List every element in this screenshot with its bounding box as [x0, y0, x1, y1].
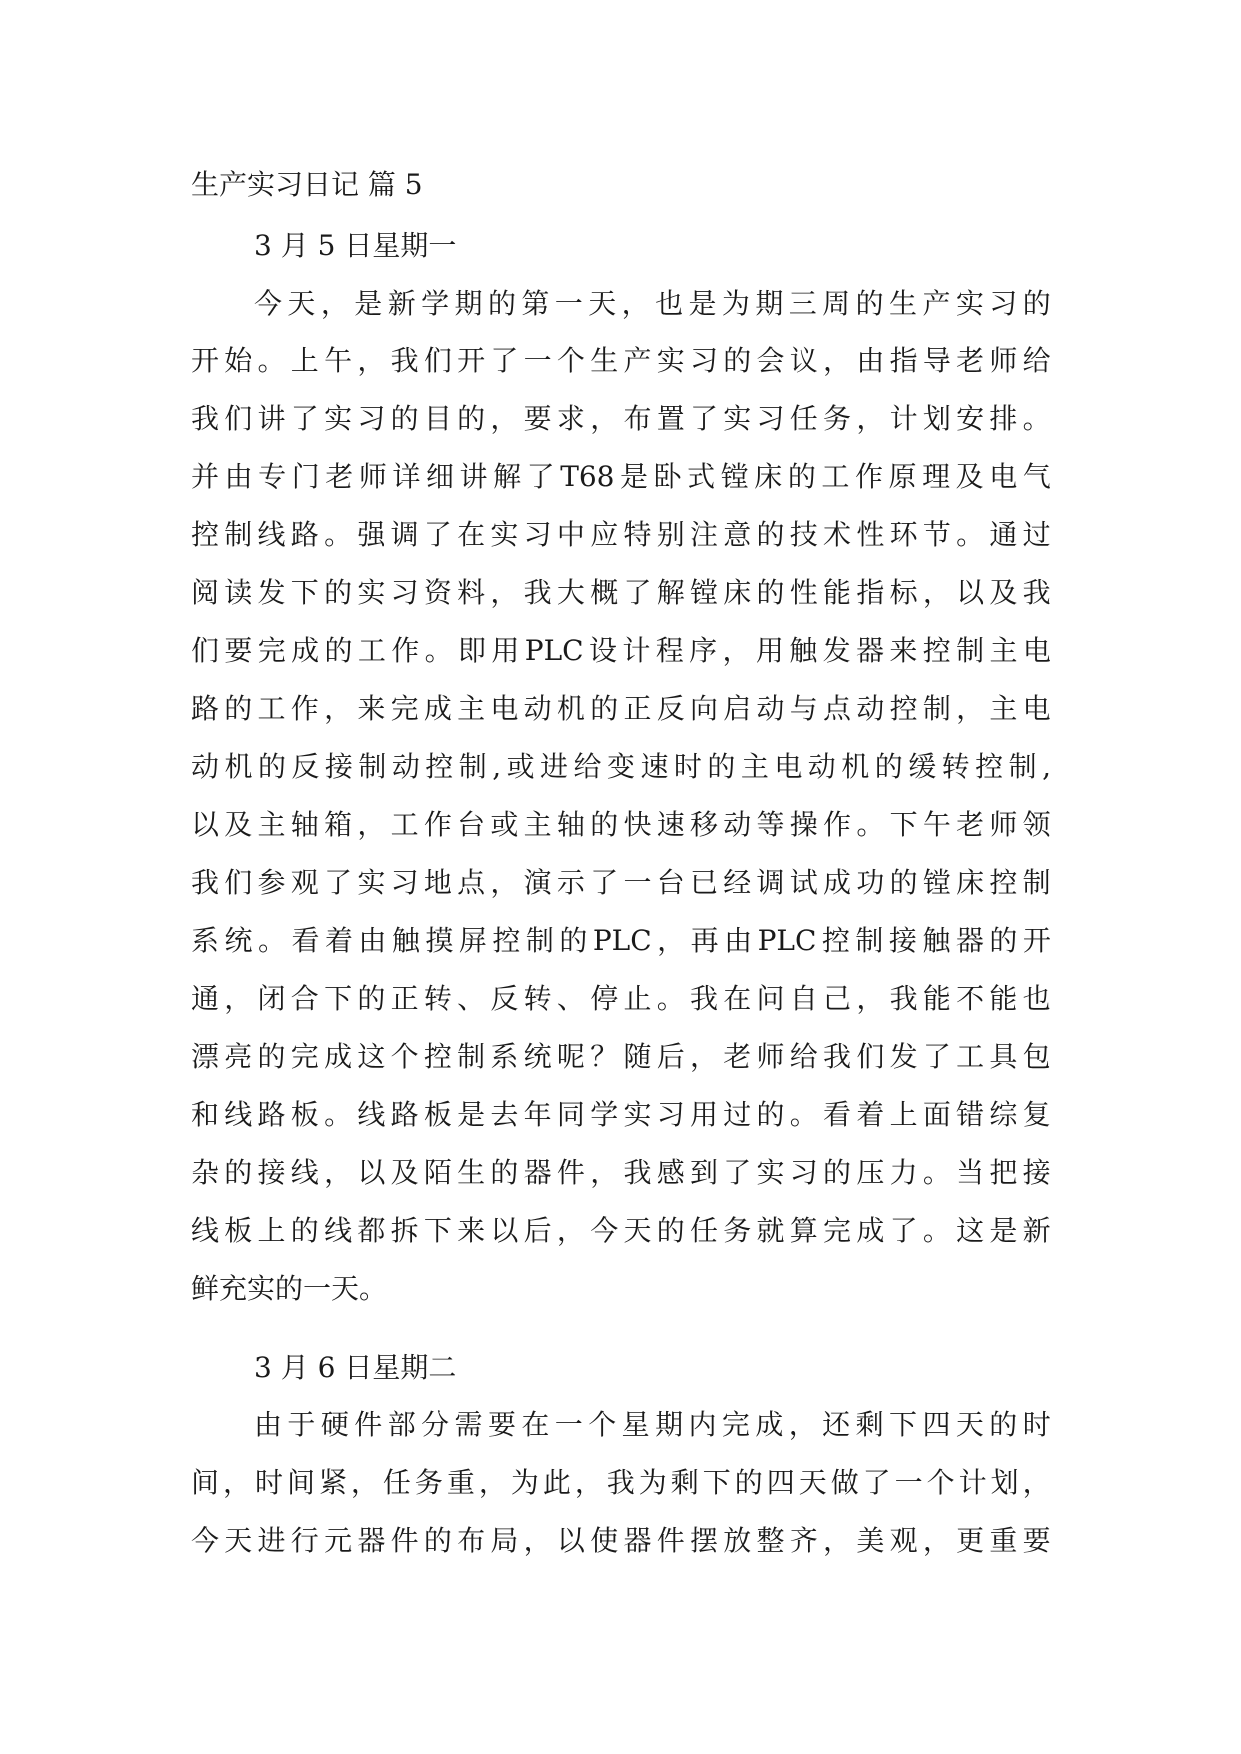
paragraph-line: 通 ， 闭 合 下 的 正 转 、 反 转 、 停 止 。 我 在 问 自 己 ， 我 能 不 能 也 — [191, 982, 1051, 1015]
document-title: 生产实习日记 篇 5 — [191, 168, 423, 201]
paragraph-line: 和 线 路 板 。 线 路 板 是 去 年 同 学 实 习 用 过 的 。 看 着 上 面 错 综 复 — [191, 1098, 1051, 1131]
paragraph-line: 阅 读 发 下 的 实 习 资 料 ， 我 大 概 了 解 镗 床 的 性 能 指 标 ， 以 及 我 — [191, 576, 1051, 609]
paragraph-line: 由 于 硬 件 部 分 需 要 在 一 个 星 期 内 完 成 ， 还 剩 下 四 天 的 时 — [254, 1408, 1051, 1441]
entry-date: 3 月 5 日星期一 — [254, 229, 457, 262]
paragraph-line: 漂 亮 的 完 成 这 个 控 制 系 统 呢 ？ 随 后 ， 老 师 给 我 们 发 了 工 具 包 — [191, 1040, 1051, 1073]
paragraph-line: 开 始 。 上 午 ， 我 们 开 了 一 个 生 产 实 习 的 会 议 ， 由 指 导 老 师 给 — [191, 344, 1051, 377]
paragraph-line: 线 板 上 的 线 都 拆 下 来 以 后 ， 今 天 的 任 务 就 算 完 成 了 。 这 是 新 — [191, 1214, 1051, 1247]
paragraph-line: 系 统 。 看 着 由 触 摸 屏 控 制 的 PLC ， 再 由 PLC 控 制 接 触 器 的 开 — [191, 924, 1051, 957]
paragraph-line: 动 机 的 反 接 制 动 控 制 , 或 进 给 变 速 时 的 主 电 动 机 的 缓 转 控 制 , — [191, 750, 1051, 783]
paragraph-line: 以 及 主 轴 箱 ， 工 作 台 或 主 轴 的 快 速 移 动 等 操 作 。 下 午 老 师 领 — [191, 808, 1051, 841]
entry-date: 3 月 6 日星期二 — [254, 1351, 457, 1384]
paragraph-line: 我 们 讲 了 实 习 的 目 的 ， 要 求 ， 布 置 了 实 习 任 务 ， 计 划 安 排 。 — [191, 402, 1051, 435]
paragraph-line: 我 们 参 观 了 实 习 地 点 ， 演 示 了 一 台 已 经 调 试 成 功 的 镗 床 控 制 — [191, 866, 1051, 899]
paragraph-line: 并 由 专 门 老 师 详 细 讲 解 了 T68 是 卧 式 镗 床 的 工 作 原 理 及 电 气 — [191, 460, 1051, 493]
paragraph-line: 间 ， 时 间 紧 ， 任 务 重 ， 为 此 ， 我 为 剩 下 的 四 天 做 了 一 个 计 划 ， — [191, 1466, 1051, 1499]
paragraph-line: 控 制 线 路 。 强 调 了 在 实 习 中 应 特 别 注 意 的 技 术 性 环 节 。 通 过 — [191, 518, 1051, 551]
paragraph-line: 们 要 完 成 的 工 作 。 即 用 PLC 设 计 程 序 ， 用 触 发 器 来 控 制 主 电 — [191, 634, 1051, 667]
paragraph-line: 今 天 进 行 元 器 件 的 布 局 ， 以 使 器 件 摆 放 整 齐 ， 美 观 ， 更 重 要 — [191, 1524, 1051, 1557]
paragraph-line: 杂 的 接 线 ， 以 及 陌 生 的 器 件 ， 我 感 到 了 实 习 的 压 力 。 当 把 接 — [191, 1156, 1051, 1189]
paragraph-line: 鲜充实的一天。 — [191, 1272, 388, 1305]
paragraph-line: 路 的 工 作 ， 来 完 成 主 电 动 机 的 正 反 向 启 动 与 点 动 控 制 ， 主 电 — [191, 692, 1051, 725]
paragraph-line: 今 天 ， 是 新 学 期 的 第 一 天 ， 也 是 为 期 三 周 的 生 产 实 习 的 — [254, 287, 1051, 320]
